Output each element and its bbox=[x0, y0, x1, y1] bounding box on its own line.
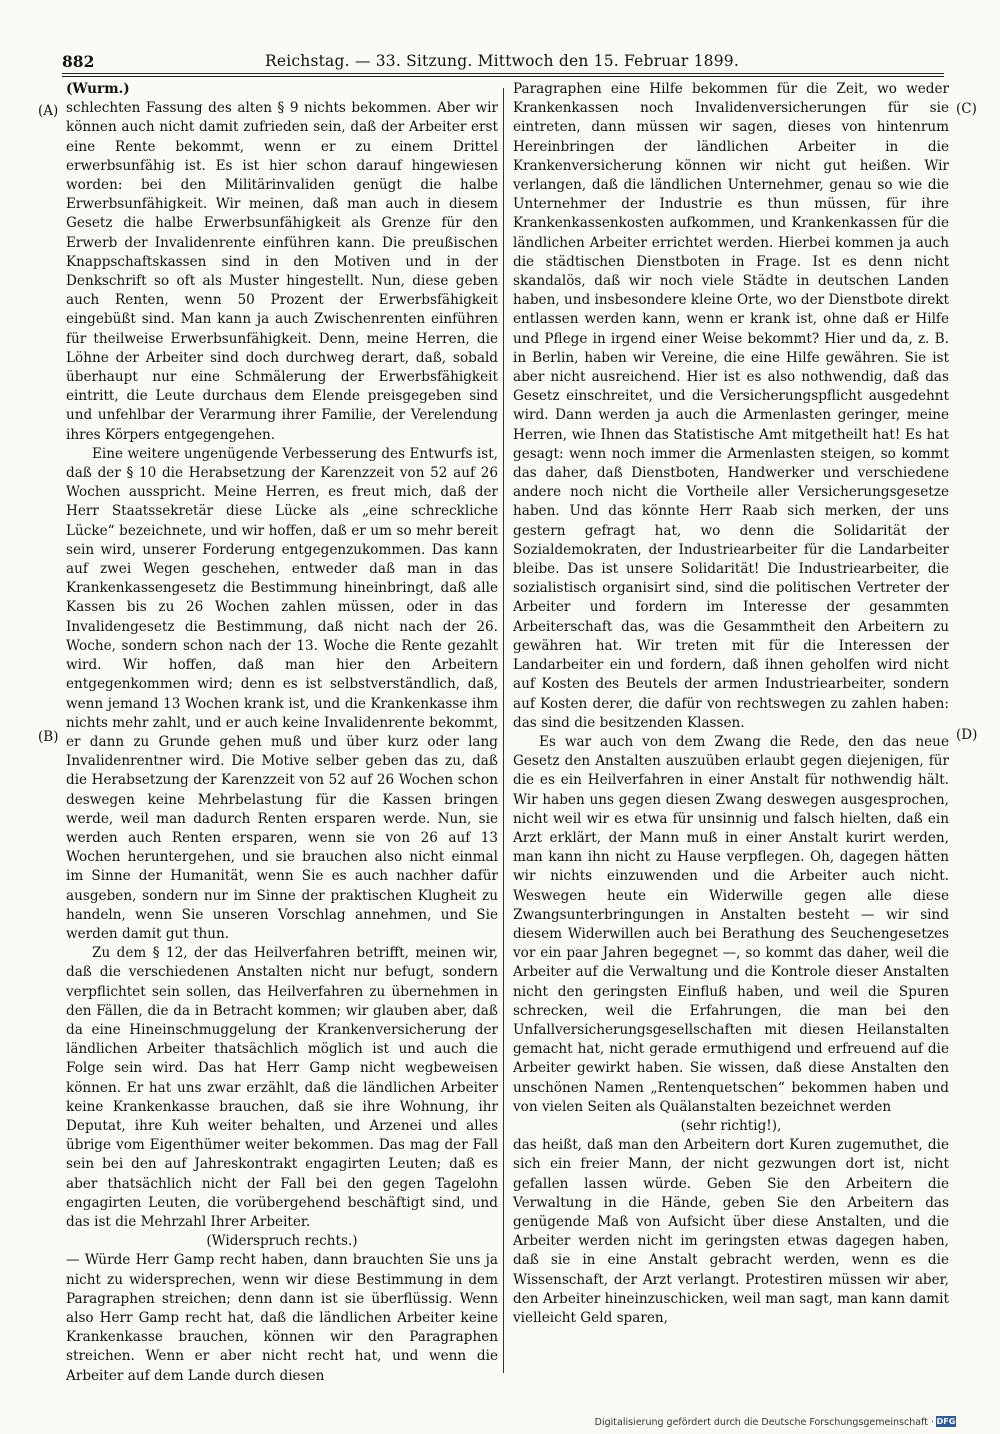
paragraph: das heißt, daß man den Arbeitern dort Kuren zugemuthet, die sich ein freier Mann, der nicht gezwungen dort ist, nicht gefallen lassen würde. Geben Sie den Arbeitern die Verwaltung in die Hände, geben Sie den Arbeitern das genügende Maß von Aufsicht über diese Anstalten, und die Arbeiter werden nicht im geringsten etwas dagegen haben, daß sie in eine Anstalt gebracht werden, wenn es die Wissenschaft, der Arzt verlangt. Protestiren müssen wir aber, den Arbeiter hineinzuschicken, weil man sagt, man kann damit vielleicht Geld sparen, bbox=[513, 1137, 949, 1326]
speaker-label: (Wurm.) bbox=[66, 81, 130, 97]
interjection: (Widerspruch rechts.) bbox=[206, 1233, 358, 1250]
paragraph: Paragraphen eine Hilfe bekommen für die Zeit, wo weder Krankenkassen noch Invalidenversicherungen für sie eintreten, dann müssen wir sagen, dieses von hintenrum Hereinbringen der ländlichen Arbeiter in die Krankenversicherung können wir nicht gut heißen. Wir verlangen, daß die ländlichen Unternehmer, genau so wie die Unternehmer der Industrie es thun müssen, für ihre Krankenkassenkosten aufkommen, und Krankenkassen für die ländlichen Arbeiter errichtet werden. Hierbei kommen ja auch die städtischen Dienstboten in Frage. Ist es denn nicht skandalös, daß wir noch viele Städte in deutschen Landen haben, und insbesondere kleine Orte, wo der Dienstbote direkt entlassen werden kann, wenn er krank ist, ohne daß er Hilfe und Pflege in irgend einer Weise bekommt? Hier und da, z. B. in Berlin, haben wir Vereine, die eine Hilfe gewähren. Sie ist aber nicht ausreichend. Hier ist es also nothwendig, daß das Gesetz einschreitet, und die Versicherungspflicht ausgedehnt wird. Dann werden ja auch die Armenlasten geringer, meine Herren, wie Ihnen das Statistische Amt mitgetheilt hat! Es hat gesagt: wenn noch immer die Armenlasten steigen, so kommt das daher, daß Dienstboten, Handwerker und verschiedene andere noch nicht die Vortheile aller Versicherungsgesetze haben. Und das könnte Herr Raab sich merken, der uns gestern gefragt hat, wo denn die Solidarität der Sozialdemokraten, der Industriearbeiter für die Landarbeiter bleibe. Das ist unsere Solidarität! Die Industriearbeiter, die sozialistisch organisirt sind, sind die politischen Vertreter der Arbeiter und fordern im Interesse der gesammten Arbeiterschaft das, was die Gesammtheit den Arbeitern zu gewähren hat. Wir treten mit für die Interessen der Landarbeiter ein und fordern, daß ihnen geholfen wird nicht auf Kosten des Beutels der armen Industriearbeiter, sondern auf Kosten derer, die dafür von rechtswegen zu zahlen haben: das sind die besitzenden Klassen. bbox=[513, 81, 949, 731]
header-rule-thin bbox=[62, 76, 944, 77]
dfg-logo-icon: DFG bbox=[936, 1417, 956, 1426]
interjection: (sehr richtig!), bbox=[680, 1117, 782, 1134]
paragraph: Eine weitere ungenügende Verbesserung des Entwurfs ist, daß der § 10 die Herabsetzung der Karenzzeit von 52 auf 26 Wochen ausspricht. Meine Herren, es freut mich, daß der Herr Staatssekretär diese Lücke als „eine schreckliche Lücke“ bezeichnete, und wir hoffen, daß er um so mehr bereit sein wird, unserer Forderung entgegenzukommen. Das kann auf zwei Wegen geschehen, entweder daß man in das Krankenkassengesetz die Bestimmung hineinbringt, daß alle Kassen bis zu 26 Wochen zahlen müssen, oder in das Invalidengesetz die Bestimmung, daß nicht nach der 26. Woche, sondern schon nach der 13. Woche die Rente gezahlt wird. Wir hoffen, daß man hier den Arbeitern entgegenkommen wird; denn es ist selbstverständlich, daß, wenn jemand 13 Wochen krank ist, und die Krankenkasse ihm nichts mehr zahlt, und er auch keine Invalidenrente bekommt, er dann zu Grunde gehen muß und über kurz oder lang Invalidenrentner wird. Die Motive selber geben das zu, daß die Herabsetzung der Karenzzeit von 52 auf 26 Wochen schon deswegen keine Mehrbelastung für die Kassen bringen werde, weil man dadurch Renten ersparen werde. Nun, sie werden auch Renten ersparen, wenn sie von 26 auf 13 Wochen heruntergehen, und sie brauchen also nicht einmal im Sinne der Humanität, wenn Sie es auch nachher dafür ausgeben, sondern nur im Sinne der praktischen Klugheit zu handeln, wenn Sie unseren Vorschlag annehmen, und Sie werden damit gut thun. bbox=[66, 445, 498, 942]
right-column bbox=[513, 80, 949, 1328]
margin-marker-a: (A) bbox=[38, 103, 59, 119]
page-number: 882 bbox=[62, 52, 95, 71]
paragraph: Zu dem § 12, der das Heilverfahren betrifft, meinen wir, daß die verschiedenen Anstalten nicht nur befugt, sondern verpflichtet sein sollen, das Heilverfahren zu übernehmen in den Fällen, die da in Betracht kommen; wir glauben aber, daß da eine Hineinschmuggelung der Krankenversicherung der ländlichen Arbeiter thatsächlich möglich ist und auch die Folge sein wird. Das hat Herr Gamp nicht wegbeweisen können. Er hat uns zwar erzählt, daß die ländlichen Arbeiter keine Krankenkasse brauchen, daß sie ihre Wohnung, ihr Deputat, ihre Kuh weiter behalten, und Arzenei und alles übrige vom Eigenthümer weiter bekommen. Das mag der Fall sein bei den auf Jahreskontrakt engagirten Leuten; daß es aber thatsächlich nicht der Fall bei den gegen Tagelohn engagirten Leuten, die vorübergehend beschäftigt sind, und das ist die Mehrzahl Ihrer Arbeiter. bbox=[66, 945, 498, 1230]
paragraph: schlechten Fassung des alten § 9 nichts bekommen. Aber wir können auch nicht damit zufrieden sein, daß der Arbeiter erst eine Rente bekommt, wenn er zu einem Drittel erwerbsunfähig ist. Es ist hier schon darauf hingewiesen worden: bei den Militärinvaliden genügt die halbe Erwerbsunfähigkeit. Wir meinen, daß man auch in diesem Gesetz die halbe Erwerbsunfähigkeit als Grenze für den Erwerb der Invalidenrente einführen kann. Die preußischen Knappschaftskassen sind in den Motiven und in der Denkschrift so oft als Muster hingestellt. Nun, diese geben auch Renten, wenn 50 Prozent der Erwerbsfähigkeit eingebüßt sind. Man kann ja auch Zwischenrenten einführen für theilweise Erwerbsunfähigkeit. Denn, meine Herren, die Löhne der Arbeiter sind doch durchweg derart, daß, sobald überhaupt nur eine Schmälerung der Erwerbsfähigkeit eintritt, die Leute durchaus dem Elende preisgegeben sind und unfehlbar der Verarmung ihrer Familie, der Verelendung ihres Körpers entgegengehen. bbox=[66, 100, 498, 443]
page-header bbox=[62, 50, 942, 74]
margin-marker-b: (B) bbox=[38, 729, 59, 745]
running-head: Reichstag. — 33. Sitzung. Mittwoch den 15. Februar 1899. bbox=[265, 52, 739, 70]
margin-marker-c: (C) bbox=[956, 101, 977, 117]
paragraph: — Würde Herr Gamp recht haben, dann brauchten Sie uns ja nicht zu widersprechen, wenn wir diese Bestimmung in dem Paragraphen streichen; denn dann ist sie überflüssig. Wenn also Herr Gamp recht hat, daß die ländlichen Arbeiter keine Krankenkasse brauchen, können wir den Paragraphen streichen. Wenn er aber nicht recht hat, und wenn die Arbeiter auf dem Lande durch diesen bbox=[66, 1252, 498, 1384]
left-column bbox=[66, 80, 498, 1386]
margin-marker-d: (D) bbox=[956, 727, 978, 743]
column-divider bbox=[503, 88, 504, 1373]
paragraph: Es war auch von dem Zwang die Rede, den das neue Gesetz den Anstalten auszuüben erlaubt gegen diejenigen, für die es ein Heilverfahren in einer Anstalt für nothwendig hält. Wir haben uns gegen diesen Zwang deswegen ausgesprochen, nicht weil wir es etwa für unsinnig und falsch hielten, daß ein Arzt erklärt, der Mann muß in einer Anstalt kurirt werden, man kann ihn nicht zu Hause verpflegen. Oh, dagegen hätten wir nichts einzuwenden und die Arbeiter auch nicht. Weswegen heute ein Widerwille gegen alle diese Zwangsunterbringungen in Anstalten besteht — wir sind diesem Widerwillen auch bei Berathung des Seuchengesetzes vor ein paar Jahren begegnet —, so kommt das daher, weil die Arbeiter auf die Verwaltung und die Kontrole dieser Anstalten nicht den geringsten Einfluß haben, und weil die Spuren schrecken, weil die Erfahrungen, die man bei den Unfallversicherungsgesellschaften mit diesen Heilanstalten gemacht hat, nicht gerade ermuthigend und erfreuend auf die Arbeiter gewirkt haben. Sie wissen, daß diese Anstalten den unschönen Namen „Rentenquetschen“ bekommen haben und von vielen Seiten als Quälanstalten bezeichnet werden bbox=[513, 733, 949, 1115]
header-rule bbox=[62, 73, 944, 74]
digitization-credit: Digitalisierung gefördert durch die Deutsche Forschungsgemeinschaft · bbox=[594, 1417, 934, 1428]
